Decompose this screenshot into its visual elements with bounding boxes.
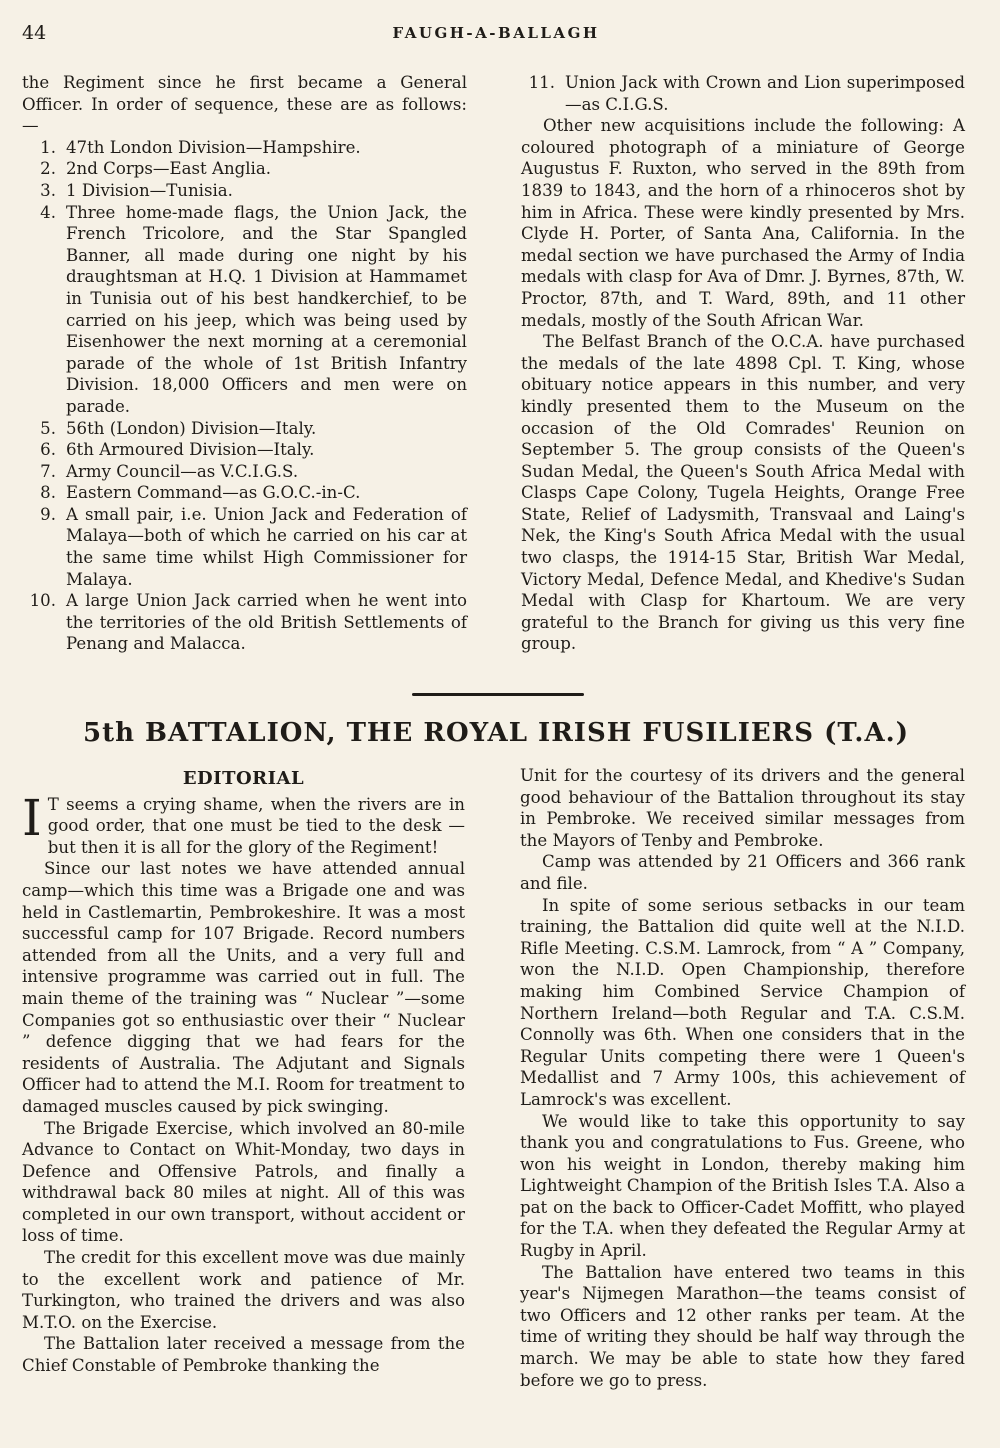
list-item-number: 11.	[528, 73, 555, 92]
list-item-number: 1.	[40, 137, 56, 157]
paragraph: Since our last notes we have attended annual camp—which this time was a Brigade one and was held in Castlemartin, Pembrokeshire. It was a most successful camp for 107 Brigade. Record numbers attended from all the Units, and a very full and intensive programme was carried out in full. The main theme of the training was “ Nuclear ”—some Companies got so enthusiastic over their “ Nuclear ” defence digging that we had fears for the residents of Australia. The Adjutant and Signals Officer had to attend the M.I. Room for treatment to damaged muscles caused by pick swinging.	[22, 859, 465, 1116]
list-item-text: 1 Division—Tunisia.	[66, 180, 233, 200]
list-item	[22, 202, 467, 418]
list-item-text: 2nd Corps—East Anglia.	[66, 159, 272, 179]
list-item	[22, 180, 467, 202]
top-right-column	[521, 72, 965, 655]
list-item	[22, 158, 467, 180]
list-item	[22, 418, 467, 440]
list-item-text: Eastern Command—as G.O.C.-in-C.	[66, 483, 361, 503]
list-item-number: 2.	[40, 159, 56, 179]
bottom-right-column	[520, 765, 965, 1391]
list-item-number: 6.	[40, 440, 56, 460]
flag-list	[22, 137, 467, 655]
paragraph: In spite of some serious setbacks in our team training, the Battalion did quite well at the N.I.D. Rifle Meeting. C.S.M. Lamrock, from “ A ” Company, won the N.I.D. Open Championship, therefore making him Combined Service Champion of Northern Ireland—both Regular and T.A. C.S.M. Connolly was 6th. When one considers that in the Regular Units competing there were 1 Queen's Medallist and 7 Army 100s, this achievement of Lamrock's was excellent.	[520, 895, 965, 1109]
list-item-number: 8.	[40, 483, 56, 503]
list-item-number: 3.	[40, 180, 56, 200]
list-item	[22, 590, 467, 655]
list-item-number: 4.	[40, 202, 56, 222]
list-item	[22, 504, 467, 590]
list-item-number: 10.	[29, 591, 56, 611]
list-item-text: A small pair, i.e. Union Jack and Federation of Malaya—both of which he carried on his car at the same time whilst High Commissioner for Malaya.	[66, 504, 467, 589]
paragraph: The credit for this excellent move was due mainly to the excellent work and patience of Mr. Turkington, who trained the drivers and was also M.T.O. on the Exercise.	[22, 1248, 465, 1332]
list-item-number: 7.	[40, 461, 56, 481]
editorial-heading: EDITORIAL	[182, 768, 305, 789]
list-item-number: 9.	[40, 504, 56, 524]
paragraph: Camp was attended by 21 Officers and 366 rank and file.	[520, 852, 965, 893]
paragraph: The Battalion have entered two teams in this year's Nijmegen Marathon—the teams consist of two Officers and 12 other ranks per team. At the time of writing they should be half way through the march. We may be able to state how they fared before we go to press.	[520, 1262, 965, 1390]
list-item-number: 5.	[40, 418, 56, 438]
paragraph: The Belfast Branch of the O.C.A. have purchased the medals of the late 4898 Cpl. T. King, whose obituary notice appears in this number, and very kindly presented them to the Museum on the occasion of the Old Comrades' Reunion on September 5. The group consists of the Queen's Sudan Medal, the Queen's South Africa Medal with Clasps Cape Colony, Tugela Heights, Orange Free State, Relief of Ladysmith, Transvaal and Laing's Nek, the King's South Africa Medal with the usual two clasps, the 1914-15 Star, British War Medal, Victory Medal, Defence Medal, and Khedive's Sudan Medal with Clasp for Khartoum. We are very grateful to the Branch for giving us this very fine group.	[521, 332, 965, 654]
paragraph: The Battalion later received a message from the Chief Constable of Pembroke thanking the	[22, 1334, 465, 1376]
top-left-column	[22, 72, 467, 655]
list-item-text: Army Council—as V.C.I.G.S.	[66, 461, 299, 481]
list-item-text: 47th London Division—Hampshire.	[66, 137, 361, 157]
list-item-text: Union Jack with Crown and Lion superimposed—as C.I.G.S.	[565, 73, 965, 114]
paragraph: The Brigade Exercise, which involved an 80-mile Advance to Contact on Whit-Monday, two days in Defence and Offensive Patrols, and finally a withdrawal back 80 miles at night. All of this was completed in our own transport, without accident or loss of time.	[22, 1118, 465, 1246]
list-item	[22, 482, 467, 504]
page-number: 44	[22, 22, 47, 44]
list-item-text: Three home-made flags, the Union Jack, the French Tricolore, and the Star Spangled Banner, all made during one night by his draughtsman at H.Q. 1 Division at Hammamet in Tunisia out of his best handkerchief, to be carried on his jeep, which was being used by Eisenhower the next morning at a ceremonial parade of the whole of 1st British Infantry Division. 18,000 Officers and men were on parade.	[66, 202, 467, 416]
list-item	[22, 137, 467, 159]
editorial-first-paragraph	[22, 788, 465, 859]
drop-cap: I	[22, 788, 42, 847]
running-title: FAUGH-A-BALLAGH	[392, 24, 600, 42]
section-title: 5th BATTALION, THE ROYAL IRISH FUSILIERS (T.A.)	[82, 718, 909, 748]
section-divider	[412, 693, 584, 696]
list-item-text: A large Union Jack carried when he went into the territories of the old British Settlements of Penang and Malacca.	[66, 591, 467, 654]
first-paragraph-text: T seems a crying shame, when the rivers are in good order, that one must be tied to the desk —but then it is all for the glory of the Regiment!	[47, 794, 465, 857]
flag-list-continued	[521, 72, 965, 115]
list-intro: the Regiment since he first became a General Officer. In order of sequence, these are as follows: —	[22, 73, 467, 136]
paragraph: We would like to take this opportunity to say thank you and congratulations to Fus. Greene, who won his weight in London, thereby making him Lightweight Champion of the British Isles T.A. Also a pat on the back to Officer-Cadet Moffitt, who played for the T.A. when they defeated the Regular Army at Rugby in April.	[520, 1111, 965, 1261]
bottom-left-column	[22, 768, 465, 1377]
continuation-paragraph: Unit for the courtesy of its drivers and the general good behaviour of the Battalion throughout its stay in Pembroke. We received similar messages from the Mayors of Tenby and Pembroke.	[520, 766, 965, 850]
list-item	[22, 439, 467, 461]
list-item-text: 56th (London) Division—Italy.	[66, 418, 317, 438]
list-item-text: 6th Armoured Division—Italy.	[66, 440, 315, 460]
list-item	[521, 72, 965, 115]
list-item	[22, 461, 467, 483]
paragraph: Other new acquisitions include the following: A coloured photograph of a miniature of George Augustus F. Ruxton, who served in the 89th from 1839 to 1843, and the horn of a rhinoceros shot by him in Africa. These were kindly presented by Mrs. Clyde H. Porter, of Santa Ana, California. In the medal section we have purchased the Army of India medals with clasp for Ava of Dmr. J. Byrnes, 87th, W. Proctor, 87th, and T. Ward, 89th, and 11 other medals, mostly of the South African War.	[521, 116, 965, 330]
running-head	[22, 22, 970, 48]
